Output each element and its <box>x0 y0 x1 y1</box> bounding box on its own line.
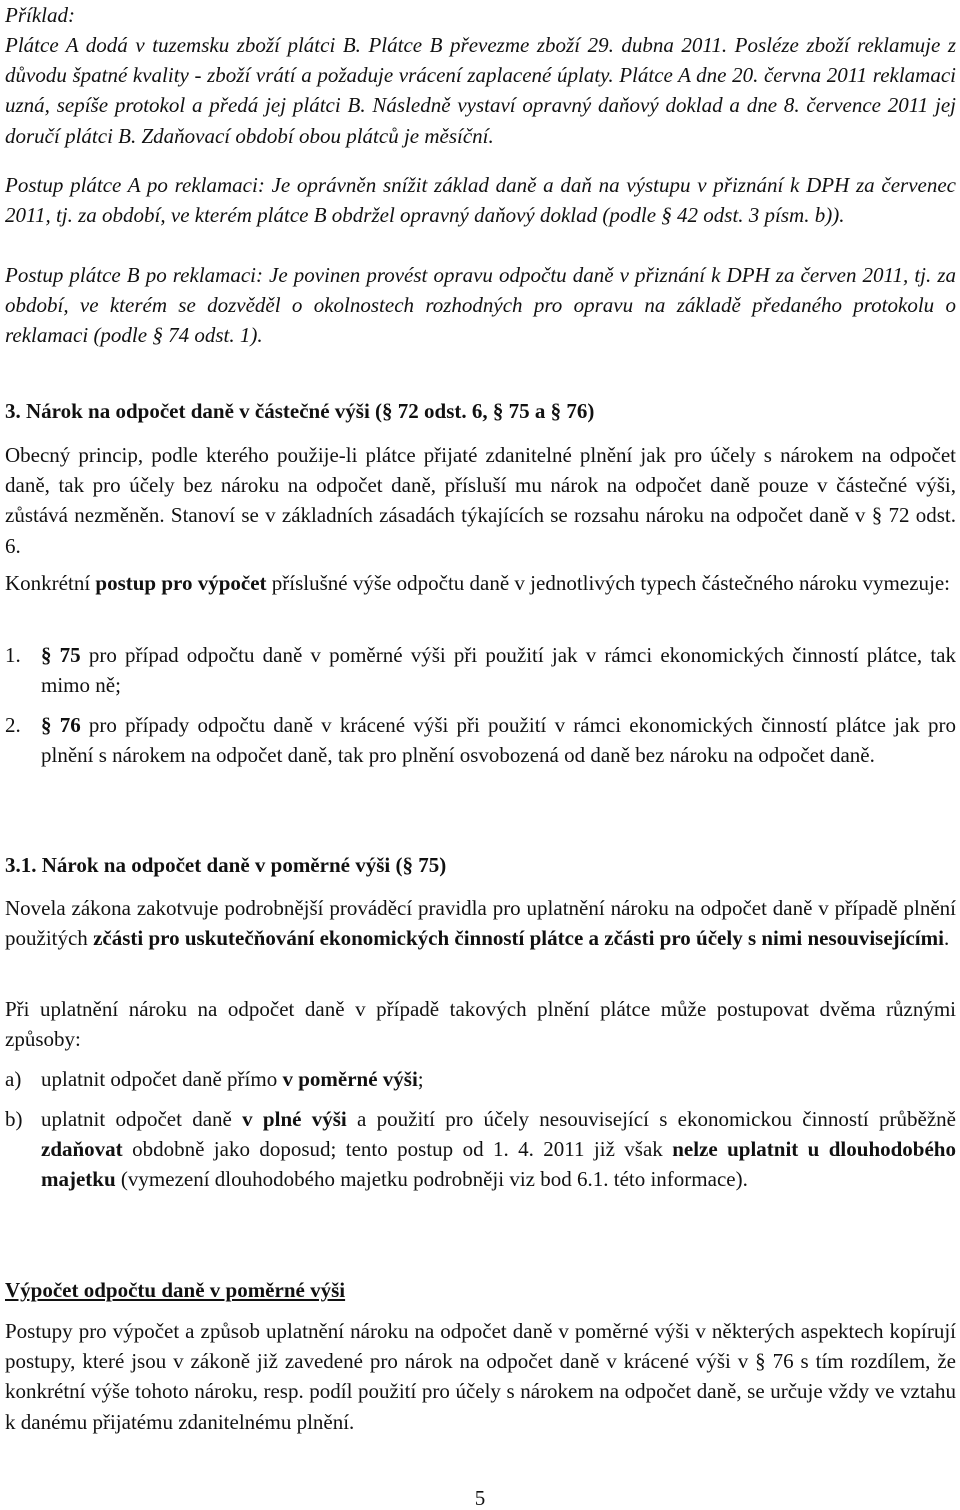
list-item: 1. § 75 pro případ odpočtu daně v poměrné výši při použití jak v rámci ekonomických činností plátce, tak mimo ně; <box>5 643 956 698</box>
list-item: 2. § 76 pro případy odpočtu daně v krácené výši při použití v rámci ekonomických činností plátce jak pro plnění s nárokem na odpočet daně, tak pro plnění osvobozená od daně bez nároku na odpočet daně. <box>5 713 956 768</box>
calculation-heading: Výpočet odpočtu daně v poměrné výši <box>5 1278 346 1302</box>
section-3-1-paragraph-1: Novela zákona zakotvuje podrobnější prováděcí pravidla pro uplatnění nároku na odpočet daně v případě plnění použitých zčásti pro uskutečňování ekonomických činností plátce a zčásti pro účely s nimi nesouvisejícími. <box>5 896 956 951</box>
section-75-reference: § 75 <box>41 643 81 667</box>
calculation-paragraph: Postupy pro výpočet a způsob uplatnění nároku na odpočet daně v poměrné výši v některých aspektech kopírují postupy, které jsou v zákoně již zavedené pro nárok na odpočet daně v krácené výši v § 76 s tím rozdílem, že konkrétní výše tohoto nároku, resp. podíl použití pro účely s nárokem na odpočet daně, se určuje vždy ve vztahu k danému přijatému zdanitelnému plnění. <box>5 1319 956 1434</box>
section-3-heading: 3. Nárok na odpočet daně v částečné výši (§ 72 odst. 6, § 75 a § 76) <box>5 399 595 423</box>
section-76-reference: § 76 <box>41 713 81 737</box>
page-number: 5 <box>474 1486 486 1510</box>
section-3-1-paragraph-2: Při uplatnění nároku na odpočet daně v případě takových plnění plátce může postupovat dvěma různými způsoby: <box>5 997 956 1052</box>
list-item: b) uplatnit odpočet daně v plné výši a použití pro účely nesouvisející s ekonomickou činností průběžně zdaňovat obdobně jako doposud; tento postup od 1. 4. 2011 již však nelze uplatnit u dlouhodobého majetku (vymezení dlouhodobého majetku podrobněji viz bod 6.1. této informace). <box>5 1107 956 1192</box>
customer-procedure: Postup plátce B po reklamaci: Je povinen provést opravu odpočtu daně v přiznání k DPH za červen 2011, tj. za období, ve kterém se dozvěděl o okolnostech rozhodných pro opravu na základě předaného protokolu o reklamaci (podle § 74 odst. 1). <box>5 263 956 348</box>
section-3-1-heading: 3.1. Nárok na odpočet daně v poměrné výši (§ 75) <box>5 853 447 877</box>
section-3-paragraph-2: Konkrétní postup pro výpočet příslušné výše odpočtu daně v jednotlivých typech částečného nároku vymezuje: <box>5 571 951 595</box>
list-item: a) uplatnit odpočet daně přímo v poměrné výši; <box>5 1067 424 1091</box>
partial-use-emphasis: zčásti pro uskutečňování ekonomických činností plátce a zčásti pro účely s nimi nesouvisejícími <box>93 926 944 951</box>
section-3-paragraph-1: Obecný princip, podle kterého použije-li plátce přijaté zdanitelné plnění jak pro účely s nárokem na odpočet daně, tak pro účely bez nároku na odpočet daně, přísluší mu nárok na odpočet daně pouze v částečné výši, zůstává nezměněn. Stanoví se v základních zásadách týkajících se rozsahu nároku na odpočet daně v § 72 odst. 6. <box>5 443 956 558</box>
calculation-procedure-emphasis: postup pro výpočet <box>95 571 267 595</box>
example-paragraph: Plátce A dodá v tuzemsku zboží plátci B. Plátce B převezme zboží 29. dubna 2011. Posléze zboží reklamuje z důvodu špatné kvality - zboží vrátí a požaduje vrácení zaplacené úplaty. Plátce A dne 20. června 2011 reklamaci uzná, sepíše protokol a předá jej plátci B. Následně vystaví opravný daňový doklad a dne 8. července 2011 jej doručí plátci B. Zdaňovací období obou plátců je měsíční. <box>5 33 956 148</box>
supplier-procedure: Postup plátce A po reklamaci: Je oprávněn snížit základ daně a daň na výstupu v přiznání k DPH za červenec 2011, tj. za období, ve kterém plátce B obdržel opravný daňový doklad (podle § 42 odst. 3 písm. b)). <box>5 173 956 228</box>
example-label: Příklad: <box>5 3 75 27</box>
